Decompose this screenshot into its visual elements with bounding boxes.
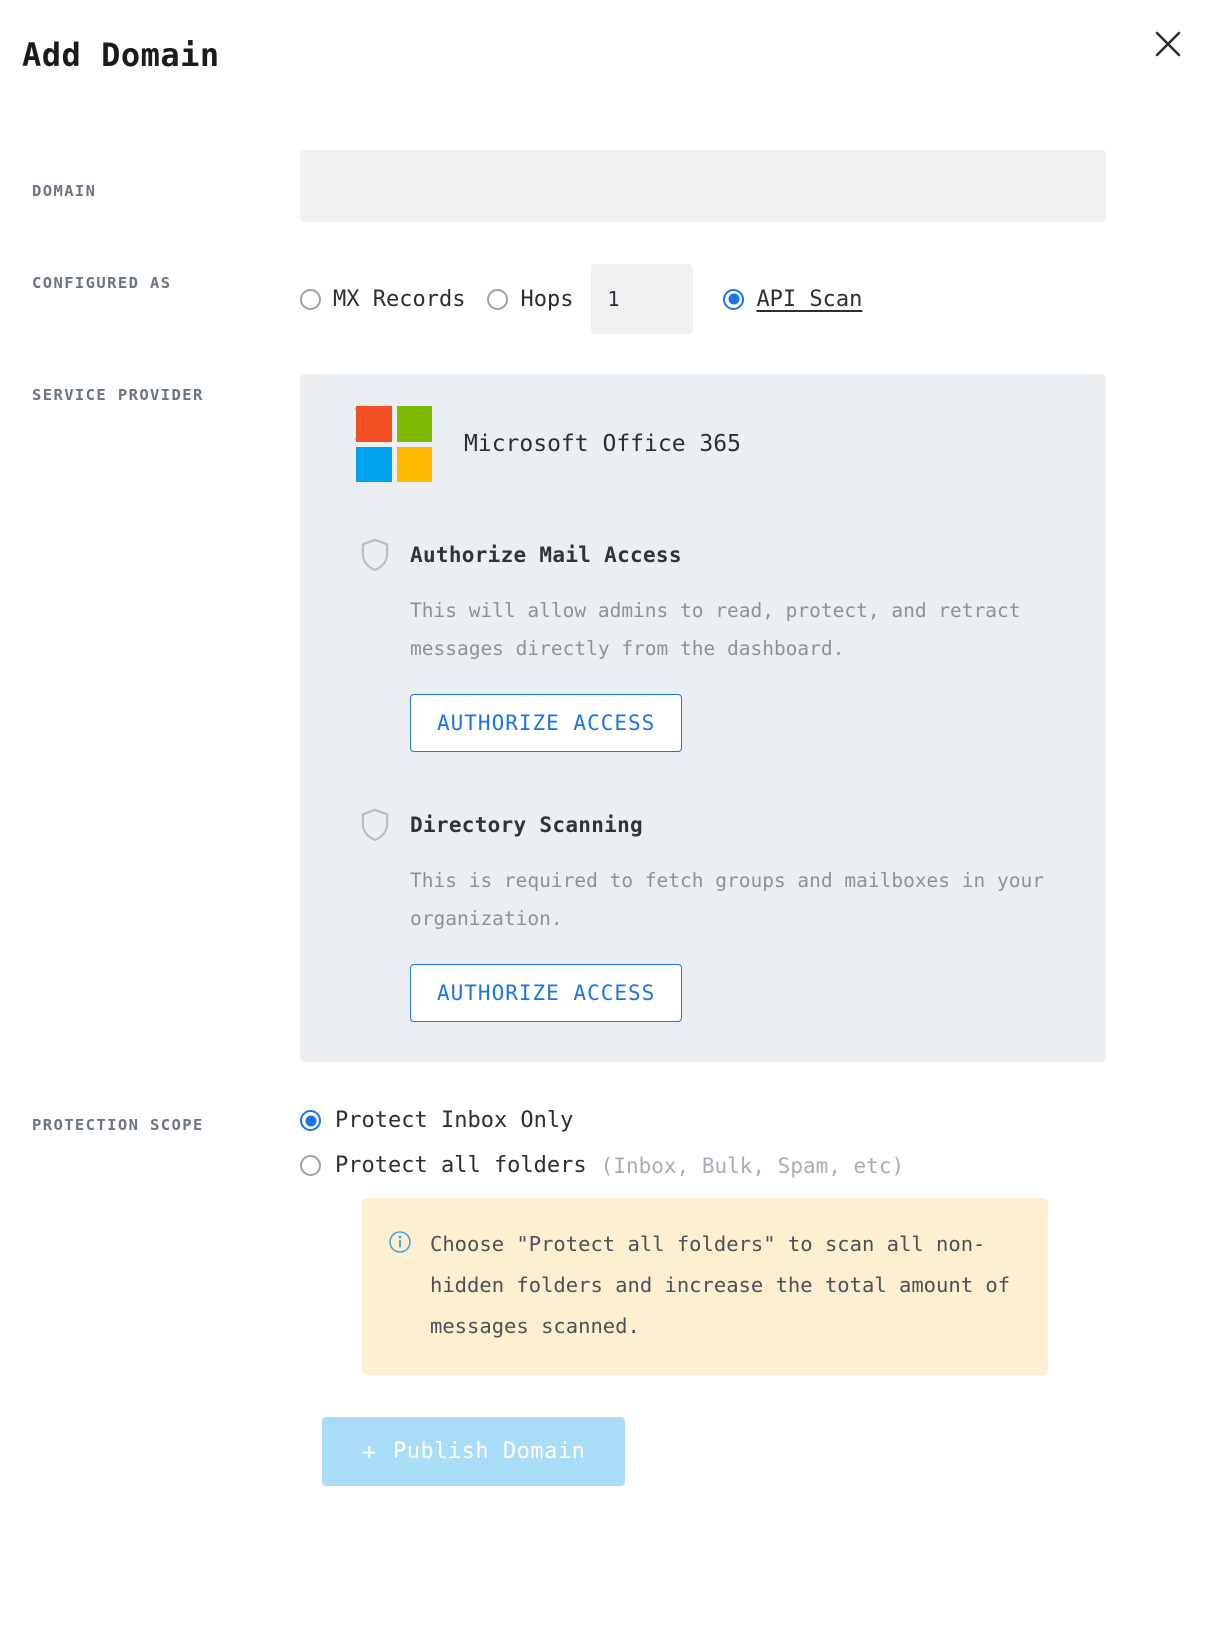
domain-label: DOMAIN xyxy=(32,182,97,200)
protection-scope-field xyxy=(300,1108,1214,1375)
publish-domain-button[interactable] xyxy=(322,1417,625,1486)
info-icon xyxy=(388,1230,412,1254)
dialog-header xyxy=(0,0,1214,112)
authorize-mail-access-title: Authorize Mail Access xyxy=(410,543,682,567)
close-button[interactable] xyxy=(1146,22,1190,66)
radio-hops[interactable] xyxy=(487,289,508,310)
service-provider-panel xyxy=(300,374,1106,1062)
protection-scope-info-box xyxy=(362,1198,1048,1375)
directory-scanning-section xyxy=(330,808,1076,1022)
protect-all-folders-label[interactable]: Protect all folders xyxy=(335,1153,587,1179)
microsoft-logo-icon xyxy=(356,406,432,482)
directory-scanning-header xyxy=(360,808,1076,842)
service-provider-row xyxy=(0,374,1214,1062)
publish-domain-label: Publish Domain xyxy=(392,1439,586,1465)
provider-header xyxy=(330,406,1076,482)
configured-as-label: CONFIGURED AS xyxy=(32,274,172,292)
protection-scope-row xyxy=(0,1108,1214,1375)
directory-scanning-description: This is required to fetch groups and mailboxes in your organization. xyxy=(410,869,1044,931)
radio-mx-records[interactable] xyxy=(300,289,321,310)
plus-icon: + xyxy=(362,1437,377,1466)
shield-icon xyxy=(360,538,390,572)
radio-mx-records-label[interactable]: MX Records xyxy=(333,286,466,312)
authorize-mail-access-button[interactable]: AUTHORIZE ACCESS xyxy=(410,694,682,752)
protection-scope-label: PROTECTION SCOPE xyxy=(32,1116,204,1135)
radio-protect-inbox-only[interactable] xyxy=(300,1110,321,1131)
protect-inbox-only-label[interactable]: Protect Inbox Only xyxy=(335,1108,574,1134)
authorize-mail-access-header xyxy=(360,538,1076,572)
radio-protect-all-folders[interactable] xyxy=(300,1155,321,1176)
protect-all-folders-option[interactable] xyxy=(300,1153,1124,1178)
domain-row xyxy=(0,150,1214,222)
radio-api-scan-label[interactable]: API Scan xyxy=(756,286,863,312)
service-provider-field xyxy=(300,374,1214,1062)
dialog-footer xyxy=(0,1417,1214,1486)
provider-name: Microsoft Office 365 xyxy=(464,431,741,457)
service-provider-label: SERVICE PROVIDER xyxy=(32,386,204,404)
radio-api-scan[interactable] xyxy=(723,289,744,310)
close-icon xyxy=(1153,29,1183,59)
configured-as-field xyxy=(300,264,1214,334)
protect-all-folders-note: (Inbox, Bulk, Spam, etc) xyxy=(600,1153,905,1178)
radio-hops-label[interactable]: Hops xyxy=(520,286,574,312)
protect-inbox-only-option[interactable] xyxy=(300,1108,1124,1133)
directory-scanning-button[interactable]: AUTHORIZE ACCESS xyxy=(410,964,682,1022)
domain-input[interactable] xyxy=(300,150,1106,222)
domain-field-wrap xyxy=(300,150,1214,222)
protection-scope-info-text: Choose "Protect all folders" to scan all non-hidden folders and increase the total amount of messages scanned. xyxy=(430,1232,1011,1339)
directory-scanning-title: Directory Scanning xyxy=(410,813,643,838)
configured-as-row xyxy=(0,264,1214,334)
shield-icon xyxy=(360,808,390,842)
page-title: Add Domain xyxy=(22,36,220,74)
authorize-mail-access-description: This will allow admins to read, protect, and retract messages directly from the dashboard. xyxy=(410,599,1021,661)
hops-input[interactable] xyxy=(591,264,693,334)
authorize-mail-access-section xyxy=(330,538,1076,752)
